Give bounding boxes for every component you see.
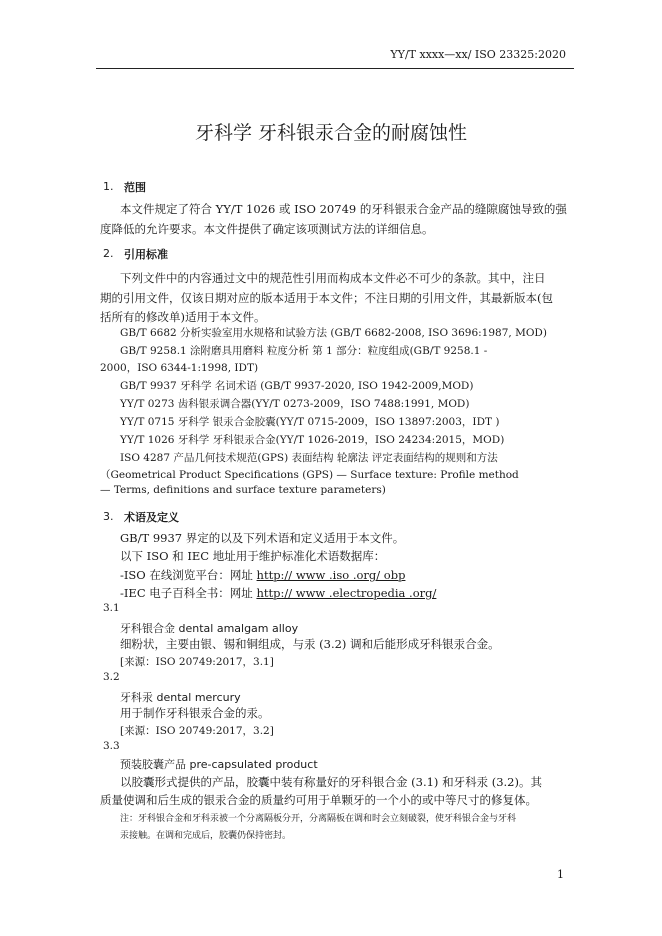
- term-definition: 细粉状，主要由银、锡和铜组成，与汞 (3.2) 调和后能形成牙科银汞合金。: [120, 637, 500, 651]
- reference-line: YY/T 0273 齿科银汞调合器(YY/T 0273-2009，ISO 7488:1991, MOD): [120, 398, 470, 410]
- section-1-line-1: 本文件规定了符合 YY/T 1026 或 ISO 20749 的牙科银汞合金产品的缝隙腐蚀导致的强: [120, 202, 567, 216]
- reference-line: GB/T 6682 分析实验室用水规格和试验方法 (GB/T 6682-2008, ISO 3696:1987, MOD): [120, 327, 547, 339]
- term-number: 3.1: [103, 602, 120, 614]
- section-1-number: 1.: [103, 180, 114, 193]
- iec-electropedia-label: -IEC 电子百科全书：网址: [120, 586, 257, 600]
- term-source: [来源：ISO 20749:2017，3.2]: [120, 725, 274, 737]
- section-2-number: 2.: [103, 247, 114, 260]
- section-3-intro-2: 以下 ISO 和 IEC 地址用于维护标准化术语数据库：: [120, 549, 386, 563]
- section-3-intro-1: GB/T 9937 界定的以及下列术语和定义适用于本文件。: [120, 531, 405, 545]
- section-2-heading: 引用标准: [124, 248, 168, 261]
- iso-obp-label: -ISO 在线浏览平台：网址: [120, 568, 257, 582]
- iso-obp-link[interactable]: http:// www .iso .org/ obp: [256, 568, 406, 582]
- page-number: 1: [557, 868, 564, 881]
- header-rule: [96, 68, 574, 69]
- term-name: 牙科汞 dental mercury: [120, 691, 241, 704]
- reference-line: 2000，ISO 6344-1:1998, IDT): [100, 362, 259, 374]
- document-title: 牙科学 牙科银汞合金的耐腐蚀性: [194, 122, 468, 144]
- term-definition: 质量使调和后生成的银汞合金的质量约可用于单颗牙的一个小的或中等尺寸的修复体。: [100, 793, 537, 807]
- reference-line: — Terms, definitions and surface texture parameters): [100, 484, 386, 496]
- section-1-line-2: 度降低的允许要求。本文件提供了确定该项测试方法的详细信息。: [100, 222, 434, 236]
- iec-electropedia-entry: [120, 585, 436, 601]
- section-3-heading: 术语及定义: [124, 511, 179, 524]
- running-header: YY/T xxxx—xx/ ISO 23325:2020: [390, 48, 566, 61]
- reference-line: GB/T 9258.1 涂附磨具用磨料 粒度分析 第 1 部分：粒度组成(GB/T 9258.1 -: [120, 345, 488, 357]
- term-note: 汞接触。在调和完成后，胶囊仍保持密封。: [120, 831, 292, 841]
- reference-line: （Geometrical Product Specifications (GPS) — Surface texture: Profile method: [100, 469, 519, 481]
- section-1-heading: 范围: [124, 181, 146, 194]
- term-number: 3.3: [103, 740, 120, 752]
- reference-line: YY/T 1026 牙科学 牙科银汞合金(YY/T 1026-2019，ISO 24234:2015，MOD): [120, 434, 505, 446]
- term-source: [来源：ISO 20749:2017，3.1]: [120, 656, 274, 668]
- term-note: 注：牙科银合金和牙科汞被一个分离隔板分开，分离隔板在调和时会立刻破裂，使牙科银合金与牙科: [120, 814, 517, 824]
- term-definition: 以胶囊形式提供的产品，胶囊中装有称量好的牙科银合金 (3.1) 和牙科汞 (3.2)。其: [120, 775, 542, 789]
- term-number: 3.2: [103, 671, 120, 683]
- section-3-number: 3.: [103, 510, 114, 523]
- iec-electropedia-link[interactable]: http:// www .electropedia .org/: [256, 586, 437, 600]
- section-2-line-3: 括所有的修改单)适用于本文件。: [100, 310, 266, 324]
- term-definition: 用于制作牙科银汞合金的汞。: [120, 706, 270, 720]
- reference-line: ISO 4287 产品几何技术规范(GPS) 表面结构 轮廓法 评定表面结构的规则和方法: [120, 452, 498, 464]
- section-2-line-1: 下列文件中的内容通过文中的规范性引用而构成本文件必不可少的条款。其中，注日: [120, 271, 546, 285]
- iso-obp-entry: [120, 567, 405, 583]
- reference-line: YY/T 0715 牙科学 银汞合金胶囊(YY/T 0715-2009，ISO 13897:2003，IDT ): [120, 416, 500, 428]
- section-2-line-2: 期的引用文件，仅该日期对应的版本适用于本文件；不注日期的引用文件，其最新版本(包: [100, 291, 553, 305]
- reference-line: GB/T 9937 牙科学 名词术语 (GB/T 9937-2020, ISO 1942-2009,MOD): [120, 380, 474, 392]
- term-name: 牙科银合金 dental amalgam alloy: [120, 622, 299, 635]
- term-name: 预装胶囊产品 pre-capsulated product: [120, 758, 318, 771]
